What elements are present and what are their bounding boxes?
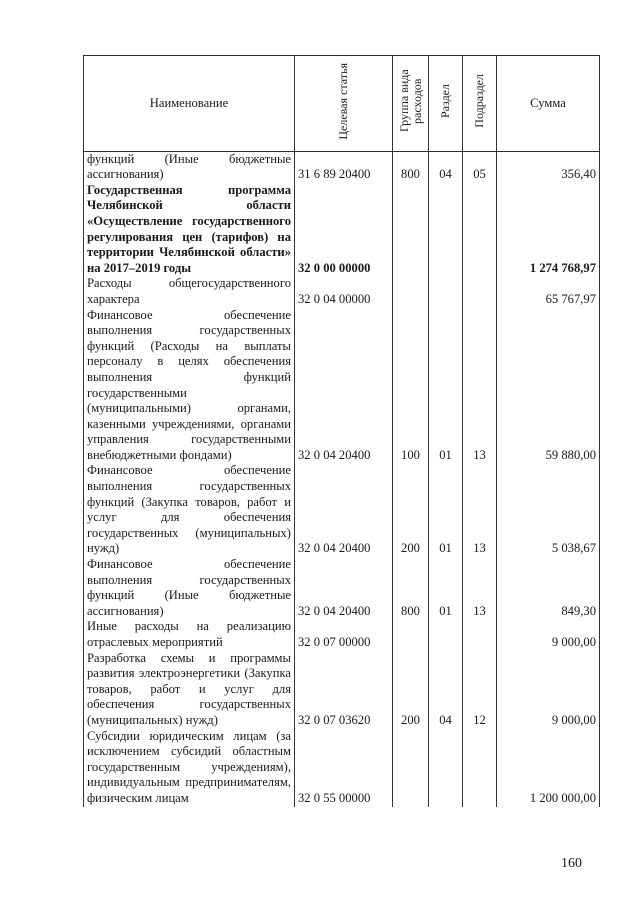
cell-section: 01 xyxy=(429,463,463,557)
cell-subsection: 13 xyxy=(463,308,497,464)
cell-subsection xyxy=(463,729,497,807)
cell-sum: 1 274 768,97 xyxy=(497,183,600,277)
table-row xyxy=(84,183,600,277)
cell-target: 32 0 07 00000 xyxy=(295,619,393,650)
cell-name: функций (Иные бюджетные ассигнования) xyxy=(84,151,295,183)
cell-section: 04 xyxy=(429,651,463,729)
cell-target: 32 0 07 03620 xyxy=(295,651,393,729)
cell-sum: 9 000,00 xyxy=(497,619,600,650)
table-row xyxy=(84,463,600,557)
cell-section xyxy=(429,729,463,807)
table-row xyxy=(84,276,600,307)
cell-section xyxy=(429,619,463,650)
header-section: Раздел xyxy=(429,56,463,152)
cell-subsection xyxy=(463,276,497,307)
cell-group xyxy=(393,183,429,277)
cell-sum: 5 038,67 xyxy=(497,463,600,557)
cell-section: 04 xyxy=(429,151,463,183)
cell-name: Финансовое обеспечение выполнения государственных функций (Закупка товаров, работ и услуг для обеспечения государственных (муниципальных) нужд) xyxy=(84,463,295,557)
cell-sum: 356,40 xyxy=(497,151,600,183)
table-row xyxy=(84,619,600,650)
cell-name: Финансовое обеспечение выполнения государственных функций (Иные бюджетные ассигнования) xyxy=(84,557,295,619)
header-name: Наименование xyxy=(84,56,295,152)
cell-name: Расходы общегосударственного характера xyxy=(84,276,295,307)
cell-group: 800 xyxy=(393,151,429,183)
cell-sum: 65 767,97 xyxy=(497,276,600,307)
table-row xyxy=(84,308,600,464)
cell-section xyxy=(429,183,463,277)
cell-subsection: 12 xyxy=(463,651,497,729)
cell-target: 32 0 04 20400 xyxy=(295,308,393,464)
header-subsection: Подраздел xyxy=(463,56,497,152)
cell-name: Иные расходы на реализацию отраслевых мероприятий xyxy=(84,619,295,650)
cell-group: 200 xyxy=(393,651,429,729)
cell-subsection xyxy=(463,619,497,650)
cell-target: 31 6 89 20400 xyxy=(295,151,393,183)
cell-target: 32 0 04 00000 xyxy=(295,276,393,307)
table-row xyxy=(84,151,600,183)
cell-name: Разработка схемы и программы развития электроэнергетики (Закупка товаров, работ и услуг для обеспечения государственных (муниципальных) нужд) xyxy=(84,651,295,729)
cell-group: 200 xyxy=(393,463,429,557)
cell-group xyxy=(393,619,429,650)
page-number: 160 xyxy=(561,856,582,871)
table-header-row xyxy=(84,56,600,152)
header-target: Целевая статья xyxy=(295,56,393,152)
cell-sum: 1 200 000,00 xyxy=(497,729,600,807)
table-row xyxy=(84,651,600,729)
cell-group xyxy=(393,729,429,807)
header-sum: Сумма xyxy=(497,56,600,152)
cell-sum: 849,30 xyxy=(497,557,600,619)
cell-group xyxy=(393,276,429,307)
cell-name: Финансовое обеспечение выполнения государственных функций (Расходы на выплаты персоналу в целях обеспечения выполнения функций государственными (муниципальными) органами, казенными учреждениями, органами управления государственными внебюджетными фондами) xyxy=(84,308,295,464)
budget-table xyxy=(83,55,600,807)
cell-target: 32 0 04 20400 xyxy=(295,463,393,557)
cell-group: 100 xyxy=(393,308,429,464)
cell-target: 32 0 00 00000 xyxy=(295,183,393,277)
cell-section: 01 xyxy=(429,557,463,619)
cell-subsection: 13 xyxy=(463,557,497,619)
cell-target: 32 0 55 00000 xyxy=(295,729,393,807)
cell-target: 32 0 04 20400 xyxy=(295,557,393,619)
cell-name: Государственная программа Челябинской области «Осуществление государственного регулирования цен (тарифов) на территории Челябинской области» на 2017–2019 годы xyxy=(84,183,295,277)
cell-section xyxy=(429,276,463,307)
table-row xyxy=(84,557,600,619)
table-body xyxy=(84,151,600,806)
cell-subsection: 13 xyxy=(463,463,497,557)
cell-name: Субсидии юридическим лицам (за исключением субсидий областным государственным учреждениям), индивидуальным предпринимателям, физическим лицам xyxy=(84,729,295,807)
cell-group: 800 xyxy=(393,557,429,619)
cell-subsection xyxy=(463,183,497,277)
cell-sum: 59 880,00 xyxy=(497,308,600,464)
cell-section: 01 xyxy=(429,308,463,464)
header-group: Группа вида расходов xyxy=(393,56,429,152)
table-row xyxy=(84,729,600,807)
cell-subsection: 05 xyxy=(463,151,497,183)
cell-sum: 9 000,00 xyxy=(497,651,600,729)
